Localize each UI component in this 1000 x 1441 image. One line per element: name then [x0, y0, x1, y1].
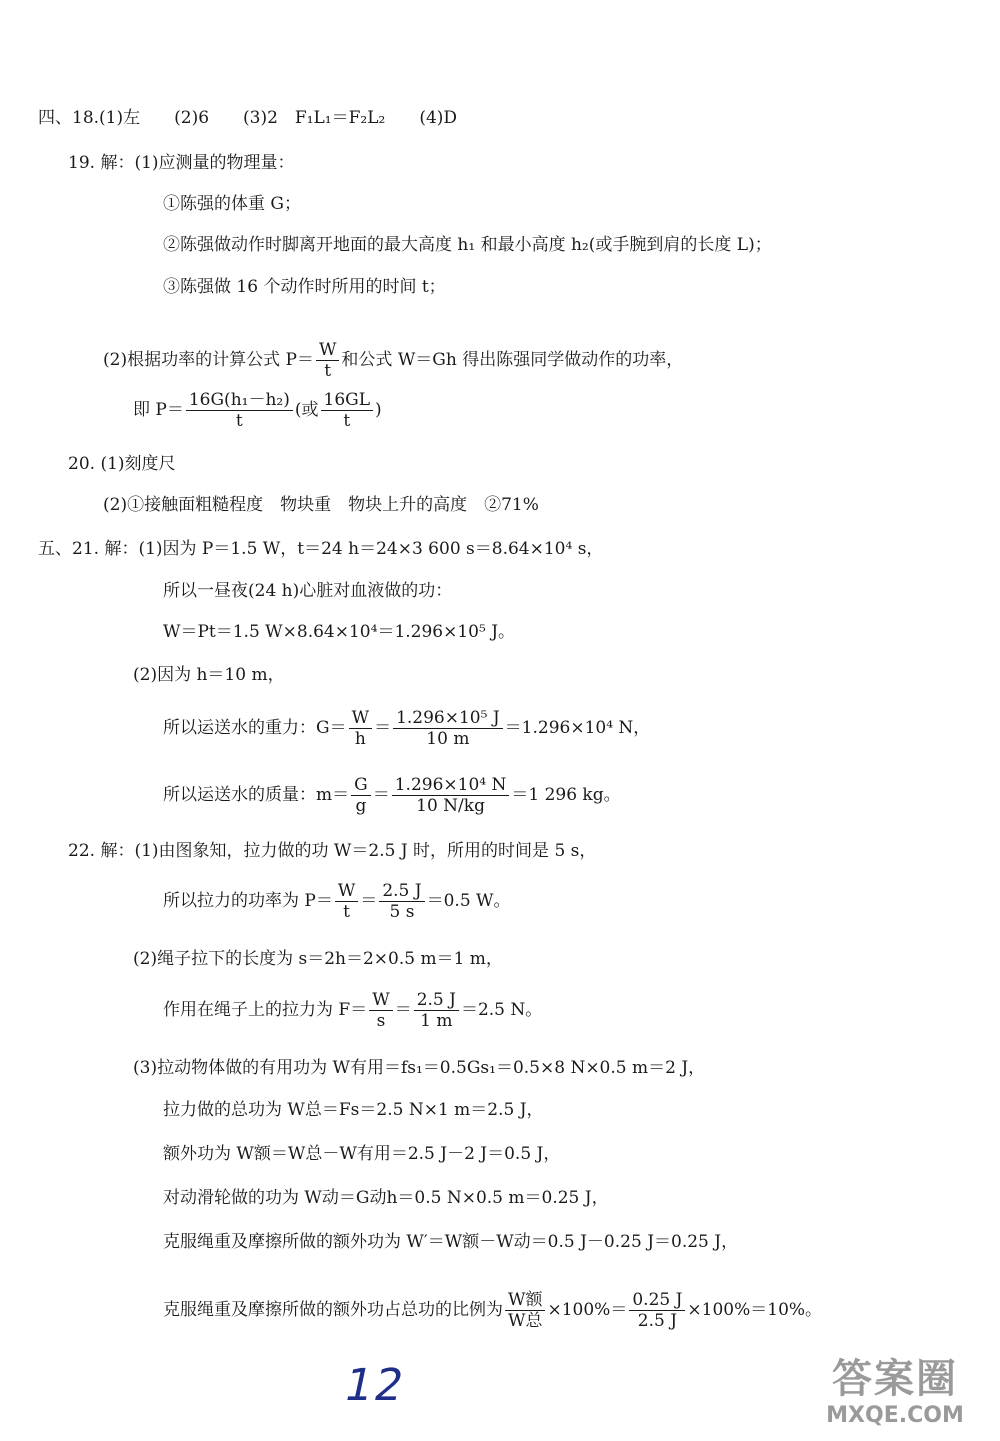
fraction: $\frac{2.5 J}{5 s}$ — [379, 881, 424, 922]
answer-21-line-3: W＝Pt＝1.5 W×8.64×10⁴＝1.296×10⁵ J。 — [163, 622, 516, 642]
answer-21-part-2: (2)因为 h＝10 m， — [133, 665, 285, 685]
answer-22-pulley-work: 对动滑轮做的功为 W动＝G动h＝0.5 N×0.5 m＝0.25 J， — [163, 1188, 609, 1208]
answer-18: 四、18.(1)左 (2)6 (3)2 F₁L₁＝F₂L₂ (4)D — [38, 108, 458, 128]
fraction: $\frac{\text{16G(h₁－h₂)}}{t}$ — [186, 390, 293, 431]
fraction: $\frac{G}{g}$ — [351, 775, 371, 816]
fraction: $\frac{W}{h}$ — [349, 708, 372, 749]
answer-22-friction-work: 克服绳重及摩擦所做的额外功为 W′＝W额－W动＝0.5 J－0.25 J＝0.25 J， — [163, 1232, 739, 1252]
answer-22-part-3: (3)拉动物体做的有用功为 W有用＝fs₁＝0.5Gs₁＝0.5×8 N×0.5 m＝2 J， — [133, 1058, 706, 1078]
answer-20-part-1: 20. (1)刻度尺 — [68, 454, 176, 474]
answer-21-gravity: 所以运送水的重力：G＝ $\frac{W}{h}$ ＝ $\frac{\text{1.296×10⁵ J}}{10 m}$ ＝1.296×10⁴ N， — [163, 708, 651, 749]
answer-20-part-2: (2)①接触面粗糙程度 物块重 物块上升的高度 ②71% — [103, 495, 539, 515]
answer-22-part-2: (2)绳子拉下的长度为 s＝2h＝2×0.5 m＝1 m， — [133, 949, 503, 969]
answer-19-heading: 19. 解：(1)应测量的物理量： — [68, 153, 295, 173]
fraction: $\frac{2.5 J}{1 m}$ — [414, 990, 459, 1031]
fraction: $\frac{\text{1.296×10⁴ N}}{10 N/kg}$ — [392, 775, 510, 816]
answer-19-item-1: ①陈强的体重 G； — [163, 194, 301, 214]
answer-21-line-2: 所以一昼夜(24 h)心脏对血液做的功： — [163, 581, 453, 601]
fraction: $\frac{0.25 J}{2.5 J}$ — [629, 1290, 685, 1331]
answer-22-part-1: 22. 解：(1)由图象知，拉力做的功 W＝2.5 J 时，所用的时间是 5 s， — [68, 841, 597, 861]
handwritten-page-number: 12 — [339, 1360, 411, 1411]
fraction: $\frac{16GL}{t}$ — [321, 390, 374, 431]
answer-19-item-3: ③陈强做 16 个动作时所用的时间 t； — [163, 277, 446, 297]
answer-22-power: 所以拉力的功率为 P＝ $\frac{W}{t}$ ＝ $\frac{2.5 J}{5 s}$ ＝0.5 W。 — [163, 881, 511, 922]
fraction: $\frac{\text{1.296×10⁵ J}}{10 m}$ — [393, 708, 503, 749]
fraction: $\frac{W}{t}$ — [316, 340, 339, 381]
answer-21-mass: 所以运送水的质量：m＝ $\frac{G}{g}$ ＝ $\frac{\text{1.296×10⁴ N}}{10 N/kg}$ ＝1 296 kg。 — [163, 775, 621, 816]
answer-21-part-1: 五、21. 解：(1)因为 P＝1.5 W，t＝24 h＝24×3 600 s＝8.64×10⁴ s， — [38, 539, 604, 559]
answer-22-force: 作用在绳子上的拉力为 F＝ $\frac{W}{s}$ ＝ $\frac{2.5 J}{1 m}$ ＝2.5 N。 — [163, 990, 543, 1031]
answer-19-power-formula: 即 P＝ $\frac{\text{16G(h₁－h₂)}}{t}$ (或 $\frac{16GL}{t}$ ) — [133, 390, 382, 431]
watermark-logo: 答案圈 — [832, 1356, 958, 1402]
fraction: $\frac{W}{t}$ — [335, 881, 358, 922]
fraction: $\frac{W}{s}$ — [369, 990, 392, 1031]
answer-22-extra-work: 额外功为 W额＝W总－W有用＝2.5 J－2 J＝0.5 J， — [163, 1144, 561, 1164]
answer-22-total-work: 拉力做的总功为 W总＝Fs＝2.5 N×1 m＝2.5 J， — [163, 1100, 544, 1120]
answer-19-item-2: ②陈强做动作时脚离开地面的最大高度 h₁ 和最小高度 h₂(或手腕到肩的长度 L)； — [163, 235, 772, 255]
watermark-url: MXQE.COM — [826, 1403, 964, 1428]
fraction: $\frac{\text{W额}}{\text{W总}}$ — [505, 1290, 545, 1331]
watermark — [800, 1355, 990, 1435]
answer-19-part-2: (2)根据功率的计算公式 P＝ $\frac{W}{t}$ 和公式 W＝Gh 得出陈强同学做动作的功率， — [103, 340, 684, 381]
answer-22-ratio: 克服绳重及摩擦所做的额外功占总功的比例为 $\frac{\text{W额}}{\text{W总}}$ ×100%＝ $\frac{0.25 J}{2.5 J}$ ×100%＝10%。 — [163, 1290, 823, 1331]
